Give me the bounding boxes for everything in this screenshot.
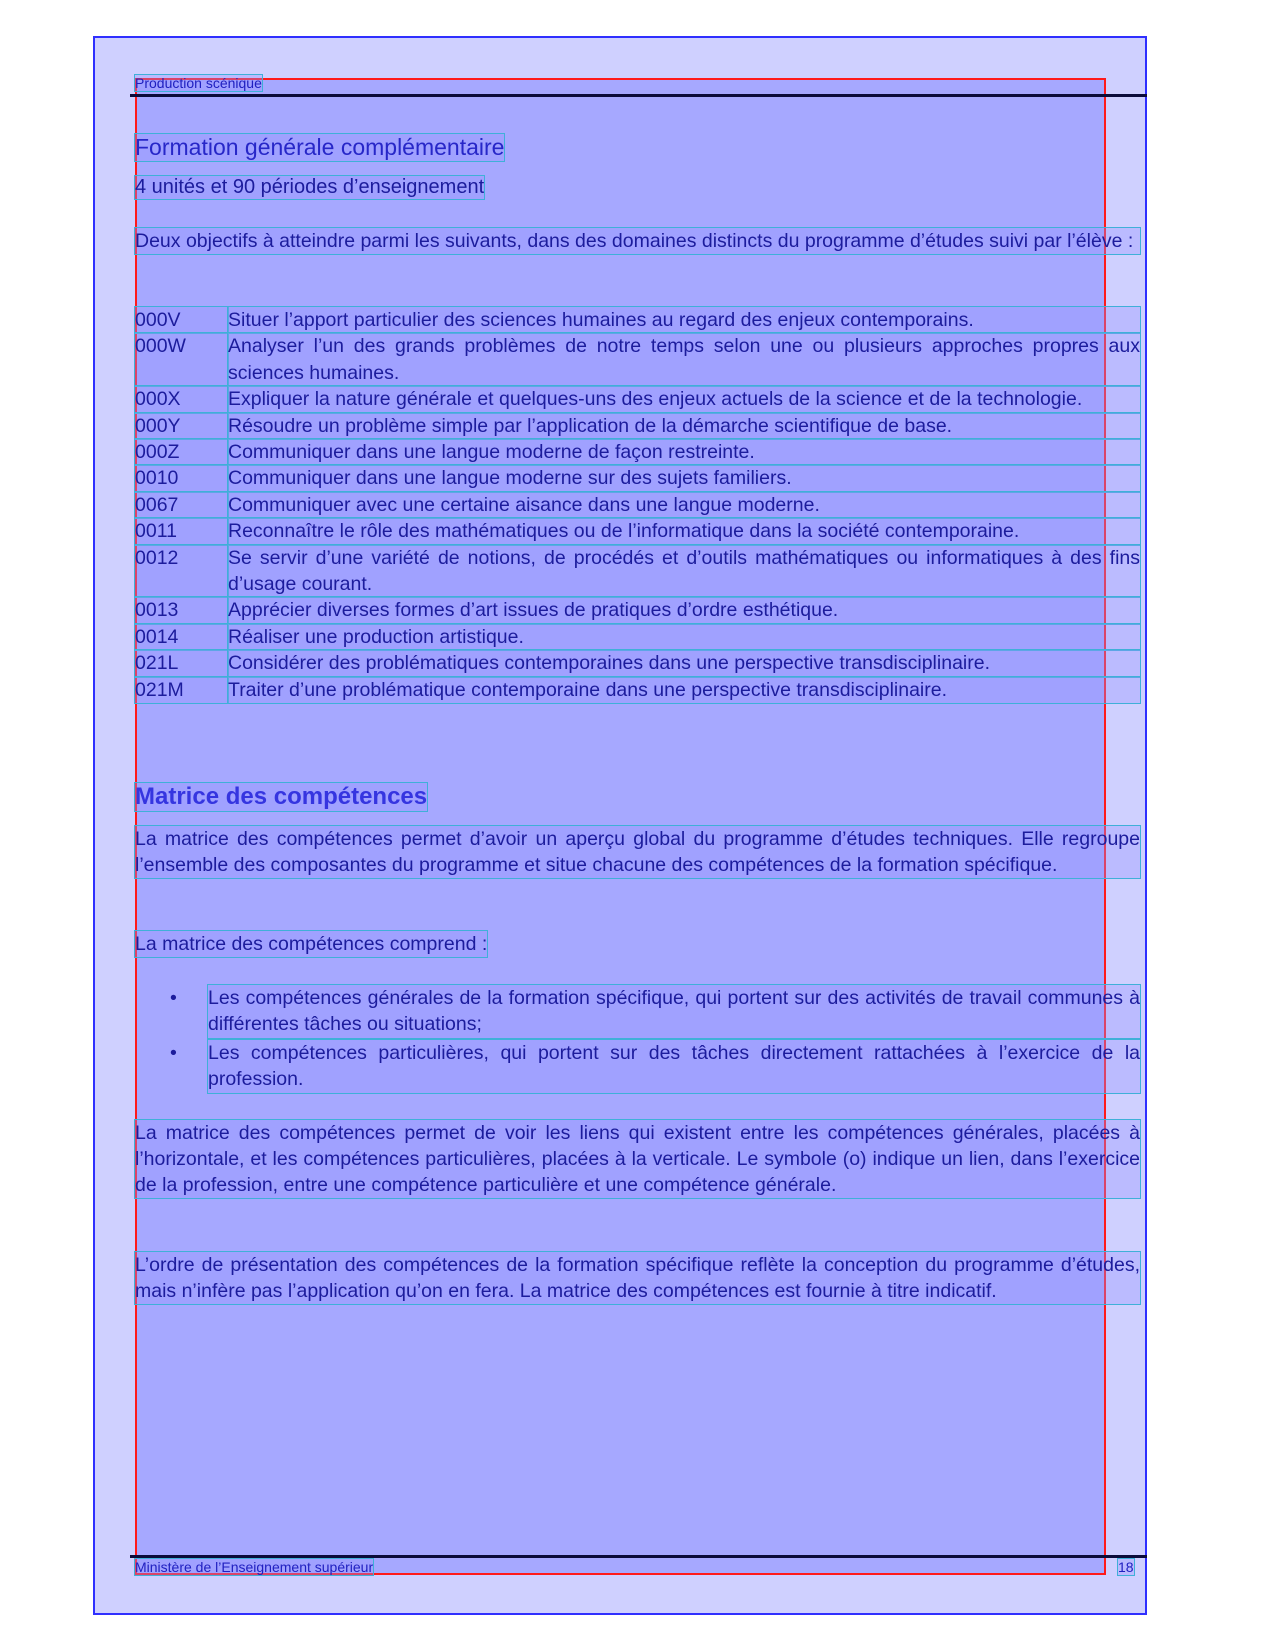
objective-code: 0013 xyxy=(135,597,228,623)
objective-text: Communiquer dans une langue moderne sur des sujets familiers. xyxy=(228,465,1140,491)
objective-code: 021M xyxy=(135,677,228,703)
section-title-matrix: Matrice des compétences xyxy=(135,783,428,810)
header-rule xyxy=(130,94,1147,97)
bullet-icon: • xyxy=(170,987,177,1009)
objective-text: Apprécier diverses formes d’art issues de pratiques d’ordre esthétique. xyxy=(228,597,1140,623)
objective-item xyxy=(135,333,1140,386)
objective-text: Traiter d’une problématique contemporaine dans une perspective transdisciplinaire. xyxy=(228,677,1140,703)
matrix-paragraph-includes: La matrice des compétences comprend : xyxy=(135,933,488,955)
units-and-periods: 4 unités et 90 périodes d’enseignement xyxy=(135,176,485,198)
list-item xyxy=(170,1040,1140,1093)
objective-item xyxy=(135,307,1140,333)
objective-code: 000W xyxy=(135,333,228,386)
matrix-paragraph-order: L’ordre de présentation des compétences de la formation spécifique reflète la conception du programme d’études, mais n’infère pas l’application qu’on en fera. La matrice des compétences est fournie à titre indicatif. xyxy=(135,1254,1140,1302)
objective-code: 0067 xyxy=(135,492,228,518)
footer-rule xyxy=(130,1555,1147,1558)
objective-text: Résoudre un problème simple par l’application de la démarche scientifique de base. xyxy=(228,413,1140,439)
bullet-text: Les compétences particulières, qui portent sur des tâches directement rattachées à l’exercice de la profession. xyxy=(208,1040,1140,1093)
objective-text: Analyser l’un des grands problèmes de notre temps selon une ou plusieurs approches propres aux sciences humaines. xyxy=(228,333,1140,386)
objective-text: Réaliser une production artistique. xyxy=(228,624,1140,650)
objective-code: 0011 xyxy=(135,518,228,544)
objective-text: Reconnaître le rôle des mathématiques ou de l’informatique dans la société contemporaine. xyxy=(228,518,1140,544)
objective-item xyxy=(135,465,1140,491)
bullet-text: Les compétences générales de la formation spécifique, qui portent sur des activités de travail communes à différentes tâches ou situations; xyxy=(208,985,1140,1038)
objective-item xyxy=(135,518,1140,544)
objectives-intro: Deux objectifs à atteindre parmi les suivants, dans des domaines distincts du programme d’études suivi par l’élève : xyxy=(135,228,1140,254)
objective-item xyxy=(135,413,1140,439)
objective-item xyxy=(135,492,1140,518)
objective-code: 000Z xyxy=(135,439,228,465)
objective-item xyxy=(135,439,1140,465)
objective-item xyxy=(135,624,1140,650)
objective-item xyxy=(135,386,1140,412)
objective-code: 000V xyxy=(135,307,228,333)
objective-text: Communiquer avec une certaine aisance dans une langue moderne. xyxy=(228,492,1140,518)
matrix-paragraph-links: La matrice des compétences permet de voir les liens qui existent entre les compétences générales, placées à l’horizontale, et les compétences particulières, placées à la verticale. Le symbole (o) indique un lien, dans l’exercice de la profession, entre une compétence particulière et une compétence générale. xyxy=(135,1122,1140,1196)
objective-item xyxy=(135,650,1140,676)
objectives-list xyxy=(135,307,1140,703)
objective-code: 021L xyxy=(135,650,228,676)
objective-code: 000Y xyxy=(135,413,228,439)
objective-code: 0010 xyxy=(135,465,228,491)
running-header: Production scénique xyxy=(135,75,262,91)
matrix-bullet-list xyxy=(170,985,1140,1095)
objective-code: 0012 xyxy=(135,545,228,598)
objective-code: 000X xyxy=(135,386,228,412)
objective-text: Communiquer dans une langue moderne de façon restreinte. xyxy=(228,439,1140,465)
objective-item xyxy=(135,545,1140,598)
footer-ministry: Ministère de l’Enseignement supérieur xyxy=(135,1559,374,1575)
matrix-paragraph-overview: La matrice des compétences permet d’avoir un aperçu global du programme d’études techniques. Elle regroupe l’ensemble des composantes du programme et situe chacune des compétences de la formation spécifique. xyxy=(135,828,1140,876)
objective-item xyxy=(135,677,1140,703)
objective-code: 0014 xyxy=(135,624,228,650)
objective-text: Expliquer la nature générale et quelques-uns des enjeux actuels de la science et de la technologie. xyxy=(228,386,1140,412)
objective-text: Situer l’apport particulier des sciences humaines au regard des enjeux contemporains. xyxy=(228,307,1140,333)
section-title-general-training: Formation générale complémentaire xyxy=(135,134,505,160)
bullet-icon: • xyxy=(170,1041,177,1064)
objective-item xyxy=(135,597,1140,623)
list-item xyxy=(170,985,1140,1038)
objective-text: Se servir d’une variété de notions, de procédés et d’outils mathématiques ou informatiques à des fins d’usage courant. xyxy=(228,545,1140,598)
objective-text: Considérer des problématiques contemporaines dans une perspective transdisciplinaire. xyxy=(228,650,1140,676)
page-number: 18 xyxy=(1118,1559,1134,1575)
